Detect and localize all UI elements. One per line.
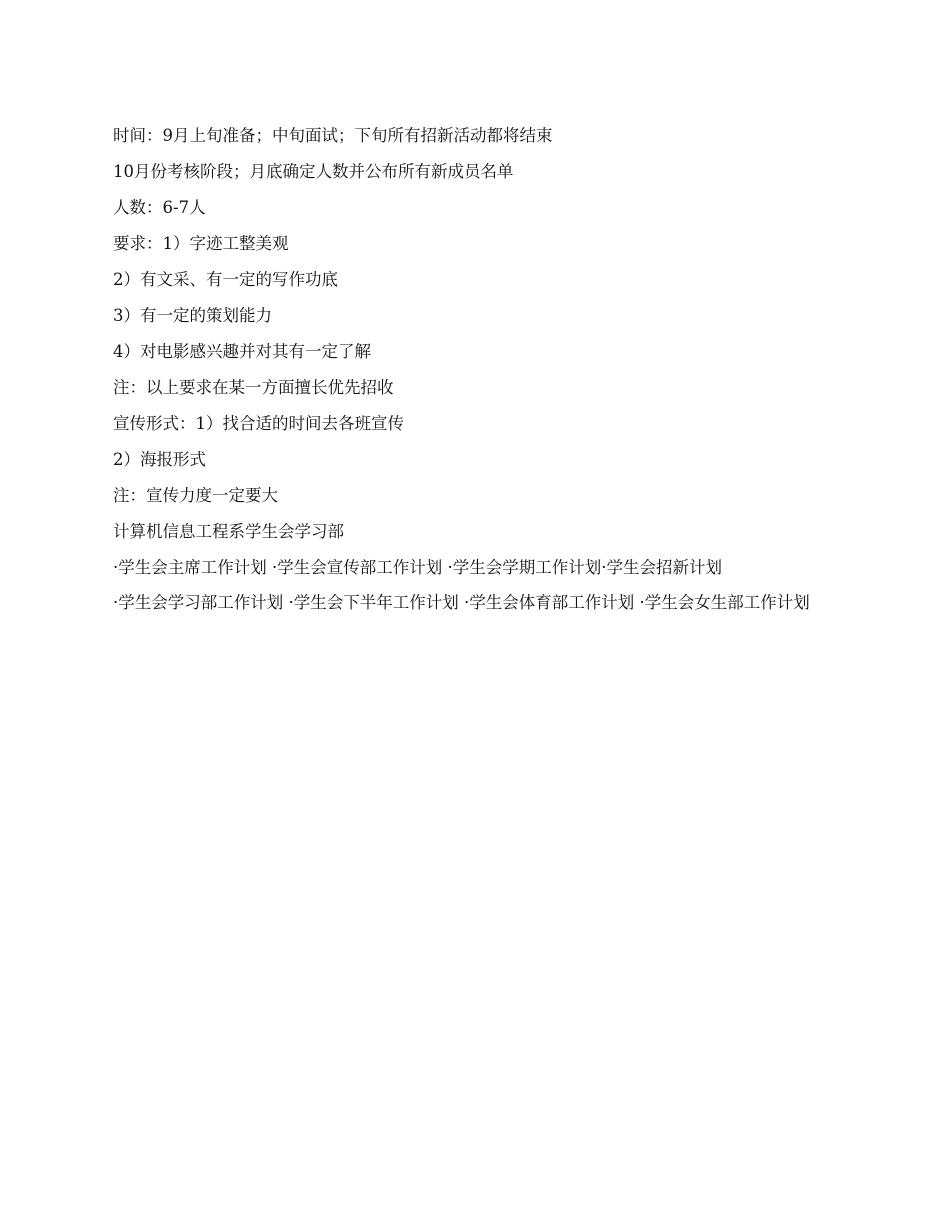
requirement-3: 3）有一定的策划能力 bbox=[113, 306, 272, 325]
publicity-1: 宣传形式：1）找合适的时间去各班宣传 bbox=[113, 414, 404, 433]
document-body bbox=[113, 124, 843, 626]
requirement-1: 要求：1）字迹工整美观 bbox=[113, 234, 289, 253]
publicity-2: 2）海报形式 bbox=[113, 450, 206, 469]
requirement-2: 2）有文采、有一定的写作功底 bbox=[113, 270, 338, 289]
related-links-row-1[interactable]: ·学生会主席工作计划 ·学生会宣传部工作计划 ·学生会学期工作计划·学生会招新计划 bbox=[113, 558, 722, 577]
related-links-row-2[interactable]: ·学生会学习部工作计划 ·学生会下半年工作计划 ·学生会体育部工作计划 ·学生会女生部工作计划 bbox=[113, 593, 810, 612]
department-signature: 计算机信息工程系学生会学习部 bbox=[113, 522, 344, 541]
headcount-line: 人数：6-7人 bbox=[113, 198, 206, 217]
requirement-4: 4）对电影感兴趣并对其有一定了解 bbox=[113, 342, 371, 361]
publicity-note: 注：宣传力度一定要大 bbox=[113, 486, 278, 505]
assessment-line: 10月份考核阶段；月底确定人数并公布所有新成员名单 bbox=[113, 162, 514, 181]
requirement-note: 注：以上要求在某一方面擅长优先招收 bbox=[113, 378, 394, 397]
schedule-line: 时间：9月上旬准备；中旬面试；下旬所有招新活动都将结束 bbox=[113, 126, 553, 145]
